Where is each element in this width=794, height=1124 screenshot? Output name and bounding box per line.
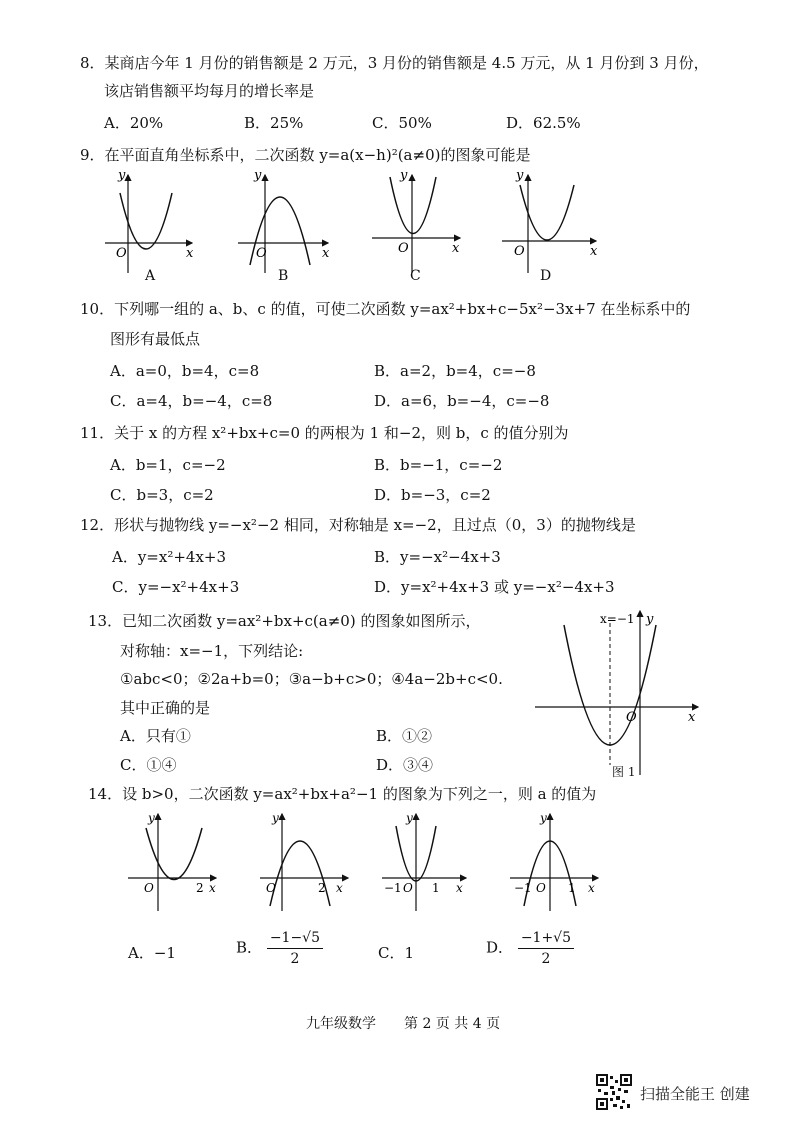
q9-stem: 9．在平面直角坐标系中，二次函数 y=a(x−h)²(a≠0)的图象可能是: [80, 146, 531, 164]
q10-option-a: A．a=0，b=4，c=8: [110, 362, 260, 380]
q13-option-c: C．①④: [120, 756, 177, 774]
q9-graph-a: [105, 168, 194, 273]
q8-line2: 该店销售额平均每月的增长率是: [104, 82, 315, 100]
q13-line2: 对称轴：x=−1，下列结论:: [120, 642, 304, 660]
svg-text:x: x: [322, 246, 330, 261]
q8-line1: 8．某商店今年 1 月份的销售额是 2 万元，3 月份的销售额是 4.5 万元，从 1 月份到 3 月份，: [80, 54, 709, 72]
svg-text:O: O: [514, 244, 525, 259]
svg-text:x: x: [336, 881, 343, 895]
q11-option-d: D．b=−3，c=2: [374, 486, 491, 504]
q9-label-c: C: [410, 268, 421, 284]
q14-option-b: B． $\frac{-1-√5}{2}$: [236, 930, 323, 967]
q8-option-b: B．25%: [244, 114, 304, 132]
svg-text:x: x: [588, 881, 595, 895]
q8-option-c: C．50%: [372, 114, 432, 132]
svg-text:y: y: [272, 811, 279, 825]
q14-option-c: C．1: [378, 944, 415, 962]
svg-text:O: O: [398, 241, 409, 256]
q12-stem: 12．形状与抛物线 y=−x²−2 相同，对称轴是 x=−2，且过点（0，3）的抛物线是: [80, 516, 636, 534]
q14-option-d: D． $\frac{-1+√5}{2}$: [486, 930, 574, 967]
page-footer: 九年级数学 第 2 页 共 4 页: [306, 1016, 501, 1032]
svg-text:2: 2: [318, 881, 326, 895]
svg-text:O: O: [116, 246, 127, 261]
q10-line2: 图形有最低点: [110, 330, 201, 348]
q12-option-c: C．y=−x²+4x+3: [112, 578, 240, 596]
q10-line1: 10．下列哪一组的 a、b、c 的值，可使二次函数 y=ax²+bx+c−5x²−3x+7 在坐标系中的: [80, 300, 691, 318]
svg-text:y: y: [400, 168, 408, 183]
q14-option-d-fraction: $\frac{-1+√5}{2}$: [518, 930, 574, 967]
q13-option-a: A．只有①: [120, 727, 191, 745]
svg-text:O: O: [536, 881, 546, 895]
q13-stem: 13．已知二次函数 y=ax²+bx+c(a≠0) 的图象如图所示，: [88, 612, 481, 630]
svg-text:−1: −1: [514, 881, 532, 895]
svg-text:x: x: [456, 881, 463, 895]
q10-option-c: C．a=4，b=−4，c=8: [110, 392, 273, 410]
q14-graph-a: [128, 811, 216, 911]
svg-text:O: O: [256, 246, 267, 261]
q14-graphs: [120, 806, 620, 918]
svg-text:O: O: [626, 710, 637, 725]
q9-graph-b: [238, 168, 330, 273]
svg-text:1: 1: [568, 881, 576, 895]
q9-label-b: B: [278, 268, 289, 284]
svg-text:x: x: [590, 244, 598, 259]
q9-label-a: A: [145, 268, 156, 284]
svg-text:y: y: [540, 811, 547, 825]
q11-option-b: B．b=−1，c=−2: [374, 456, 503, 474]
q13-line4: 其中正确的是: [120, 699, 211, 717]
q10-option-d: D．a=6，b=−4，c=−8: [374, 392, 550, 410]
q13-option-d: D．③④: [376, 756, 434, 774]
q8-option-d: D．62.5%: [506, 114, 581, 132]
q12-option-b: B．y=−x²−4x+3: [374, 548, 501, 566]
q13-axis-label: x=−1: [600, 612, 635, 626]
qr-code-icon: [596, 1074, 632, 1110]
svg-text:y: y: [646, 612, 654, 627]
svg-text:1: 1: [432, 881, 440, 895]
svg-text:−1: −1: [384, 881, 402, 895]
q9-graphs: [100, 165, 640, 287]
svg-text:y: y: [254, 168, 262, 183]
q14-graph-c: [382, 811, 466, 911]
q11-option-a: A．b=1，c=−2: [110, 456, 226, 474]
svg-text:x: x: [209, 881, 216, 895]
svg-text:2: 2: [196, 881, 204, 895]
q12-option-a: A．y=x²+4x+3: [112, 548, 227, 566]
q9-label-d: D: [540, 268, 552, 284]
svg-text:O: O: [403, 881, 413, 895]
q11-option-c: C．b=3，c=2: [110, 486, 214, 504]
svg-text:O: O: [266, 881, 276, 895]
q14-option-b-fraction: $\frac{-1-√5}{2}$: [267, 930, 323, 967]
svg-text:y: y: [406, 811, 413, 825]
q9-graph-c: [372, 168, 460, 273]
q13-caption: 图 1: [612, 765, 636, 779]
svg-text:x: x: [452, 241, 460, 256]
q11-stem: 11．关于 x 的方程 x²+bx+c=0 的两根为 1 和−2，则 b，c 的值分别为: [80, 424, 569, 442]
scanner-watermark: 扫描全能王 创建: [640, 1085, 750, 1103]
q9a-y-label: y: [118, 168, 126, 183]
svg-text:y: y: [516, 168, 524, 183]
svg-text:y: y: [148, 811, 155, 825]
q14-graph-b: [260, 811, 348, 911]
svg-text:x: x: [186, 246, 194, 261]
q8-option-a: A．20%: [104, 114, 164, 132]
q10-option-b: B．a=2，b=4，c=−8: [374, 362, 536, 380]
q14-option-a: A．−1: [128, 944, 176, 962]
q13-option-b: B．①②: [376, 727, 433, 745]
q13-line3: ①abc<0；②2a+b=0；③a−b+c>0；④4a−2b+c<0.: [120, 670, 503, 688]
q14-stem: 14．设 b>0，二次函数 y=ax²+bx+a²−1 的图象为下列之一，则 a 的值为: [88, 785, 597, 803]
q9-graph-d: [502, 168, 598, 273]
q14-graph-d: [510, 811, 598, 911]
svg-text:x: x: [688, 710, 696, 725]
q13-figure: [530, 605, 705, 780]
svg-text:O: O: [144, 881, 154, 895]
q12-option-d: D．y=x²+4x+3 或 y=−x²−4x+3: [374, 578, 615, 596]
